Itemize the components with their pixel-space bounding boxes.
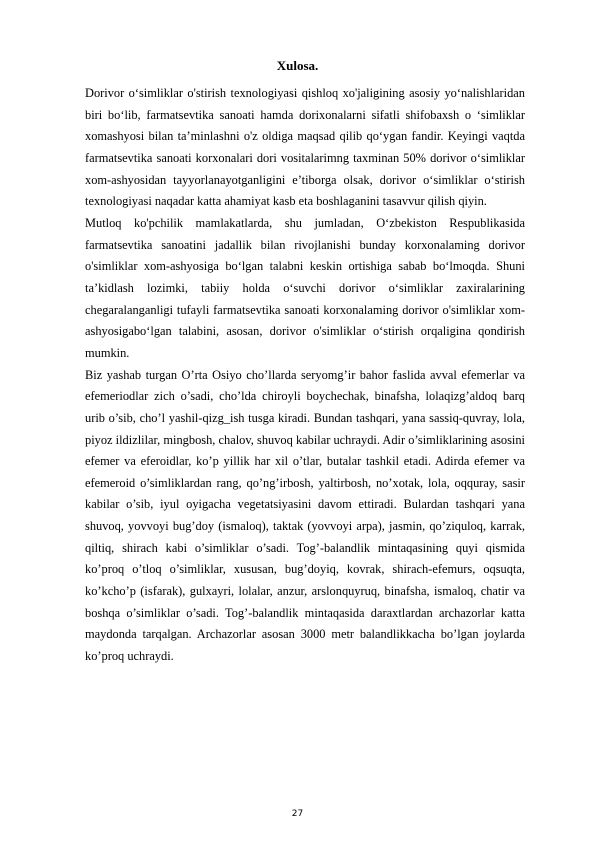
page-title: Xulosa. <box>276 58 319 73</box>
paragraph-1: Dorivor o‘simliklar o'stirish texnologiyasi qishloq xo'jaligining asosiy yo‘nalishlaridan biri bo‘lib, farmatsevtika sanoati hamda dorixonalarni sifatli shifobaxsh o ‘simliklar xomashyosi bilan ta’minlashni o'z oldiga maqsad qilib qo‘ygan fandir. Keyingi vaqtda farmatsevtika sanoati korxonalari dori vositalarimng taxminan 50% dorivor o‘simliklar xom-ashyosidan tayyorlanayotganligini e’tiborga olsak, dorivor o‘simliklar o‘stirish texnologiyasi naqadar katta ahamiyat kasb eta boshlaganini tasavvur qilish qiyin. <box>85 86 525 209</box>
paragraph-3: Biz yashab turgan O’rta Osiyo cho’llarda seryomg’ir bahor faslida avval efemerlar va efemeriodlar zich o’sadi, cho’lda chiroyli boychechak, binafsha, lolaqizg’aldoq barq urib o’sib, cho’l yashil-qizg_ish tusga kiradi. Bundan tashqari, yana sassiq-quvray, lola, piyoz ildizlilar, mingbosh, chalov, shuvoq kabilar uchraydi. Adir o’simliklarining asosini efemer va eferoidlar, ko’p yillik har xil o’tlar, butalar tashkil etadi. Adirda efemer va efemeroid o’simliklardan rang, qo’ng’irbosh, yaltirbosh, no’xotak, lola, oqquray, sasir kabilar o’sib, iyul oyigacha vegetatsiyasini davom ettiradi. Bulardan tashqari yana shuvoq, yovvoyi bug’doy (ismaloq), taktak (yovvoyi arpa), jasmin, qo’ziquloq, karrak, qiltiq, shirach kabi o’simliklar o’sadi. Tog’-balandlik mintaqasining quyi qismida ko’proq o’tloq o’simliklar, xususan, bug’doyiq, kovrak, shirach-efemurs, oqsuqta, ko’kcho’p (isfarak), gulxayri, lolalar, anzur, arslonquyruq, binafsha, ismaloq, chatir va boshqa o’simliklar o’sadi. Tog’-balandlik mintaqasida daraxtlardan archazorlar katta maydonda tarqalgan. Archazorlar asosan 3000 metr balandlikkacha bo’lgan joylarda ko’proq uchraydi. <box>85 367 525 664</box>
page-number: 27 <box>291 809 304 819</box>
paragraph-2: Mutloq ko'pchilik mamlakatlarda, shu jumladan, O‘zbekiston Respublikasida farmatsevtika sanoatini jadallik bilan rivojlanishi bunday korxonalaming dorivor o'simliklar xom-ashyosiga bo‘lgan talabni keskin ortishiga sabab bo‘lmoqda. Shuni ta’kidlash lozimki, tabiiy holda o‘suvchi dorivor o‘simliklar zaxiralarining chegaralanganligi tufayli farmatsevtika sanoati korxonalaming dorivor o'simliklar xom-ashyosigabo‘lgan talabini, asosan, dorivor o'simliklar o‘stirish orqaligina qondirish mumkin. <box>85 215 525 360</box>
body-text <box>85 83 525 668</box>
